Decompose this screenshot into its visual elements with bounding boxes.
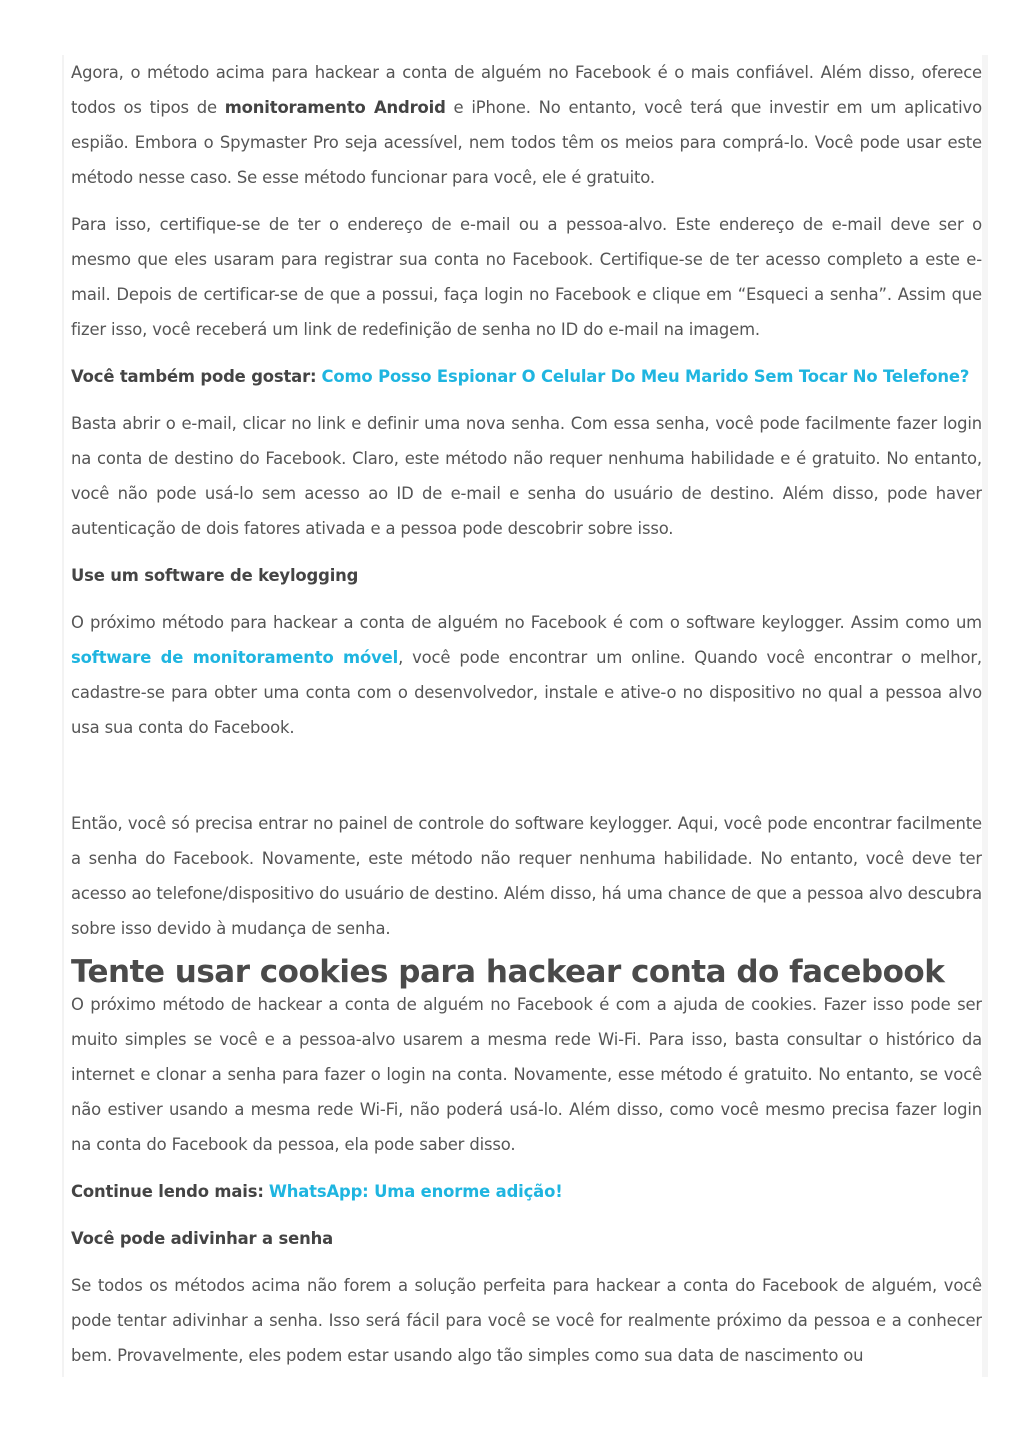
subheading-keylogging: Use um software de keylogging: [71, 566, 359, 585]
article-body: [71, 55, 982, 1373]
paragraph-3: Basta abrir o e-mail, clicar no link e definir uma nova senha. Com essa senha, você pode facilmente fazer login na conta de destino do Facebook. Claro, este método não requer nenhuma habilidade e é gratuito. No entanto, você não pode usá-lo sem acesso ao ID de e-mail e senha do usuário de destino. Além disso, pode haver autenticação de dois fatores ativada e a pessoa pode descobrir sobre isso.: [71, 414, 982, 538]
whatsapp-article-link[interactable]: WhatsApp: Uma enorme adição!: [268, 1182, 563, 1201]
section-heading: Tente usar cookies para hackear conta do facebook: [71, 954, 945, 990]
document-page: [62, 55, 988, 1377]
related-link-2: [71, 1174, 982, 1209]
paragraph-1: Agora, o método acima para hackear a conta de alguém no Facebook é o mais confiável. Além disso, oferece todos os tipos de monitoramento Android e iPhone. No entanto, você terá que investir em um aplicativo espião. Embora o Spymaster Pro seja acessível, nem todos têm os meios para comprá-lo. Você pode usar este método nesse caso. Se esse método funcionar para você, ele é gratuito.: [71, 63, 982, 187]
related-article-link[interactable]: Como Posso Espionar O Celular Do Meu Marido Sem Tocar No Telefone?: [321, 367, 970, 386]
paragraph-4: O próximo método para hackear a conta de alguém no Facebook é com o software keylogger. Assim como um software de monitoramento móvel, você pode encontrar um online. Quando você encontrar o melhor, cadastre-se para obter uma conta com o desenvolvedor, instale e ative-o no dispositivo no qual a pessoa alvo usa sua conta do Facebook.: [71, 613, 982, 737]
related-link-1: [71, 359, 982, 394]
subheading-guess-password: Você pode adivinhar a senha: [71, 1229, 334, 1248]
paragraph-6: O próximo método de hackear a conta de alguém no Facebook é com a ajuda de cookies. Fazer isso pode ser muito simples se você e a pessoa-alvo usarem a mesma rede Wi-Fi. Para isso, basta consultar o histórico da internet e clonar a senha para fazer o login na conta. Novamente, esse método é gratuito. No entanto, se você não estiver usando a mesma rede Wi-Fi, não poderá usá-lo. Além disso, como você mesmo precisa fazer login na conta do Facebook da pessoa, ela pode saber disso.: [71, 995, 982, 1154]
related-label: Continue lendo mais:: [71, 1182, 264, 1201]
bold-phrase: monitoramento Android: [224, 98, 446, 117]
paragraph-2: Para isso, certifique-se de ter o endereço de e-mail ou a pessoa-alvo. Este endereço de e-mail deve ser o mesmo que eles usaram para registrar sua conta no Facebook. Certifique-se de ter acesso completo a este e-mail. Depois de certificar-se de que a possui, faça login no Facebook e clique em “Esqueci a senha”. Assim que fizer isso, você receberá um link de redefinição de senha no ID do e-mail na imagem.: [71, 215, 982, 339]
related-label: Você também pode gostar:: [71, 367, 317, 386]
mobile-monitoring-link[interactable]: software de monitoramento móvel: [71, 648, 399, 667]
paragraph-7: Se todos os métodos acima não forem a solução perfeita para hackear a conta do Facebook de alguém, você pode tentar adivinhar a senha. Isso será fácil para você se você for realmente próximo da pessoa e a conhecer bem. Provavelmente, eles podem estar usando algo tão simples como sua data de nascimento ou: [71, 1276, 982, 1365]
paragraph-5: Então, você só precisa entrar no painel de controle do software keylogger. Aqui, você pode encontrar facilmente a senha do Facebook. Novamente, este método não requer nenhuma habilidade. No entanto, você deve ter acesso ao telefone/dispositivo do usuário de destino. Além disso, há uma chance de que a pessoa alvo descubra sobre isso devido à mudança de senha.: [71, 814, 982, 938]
